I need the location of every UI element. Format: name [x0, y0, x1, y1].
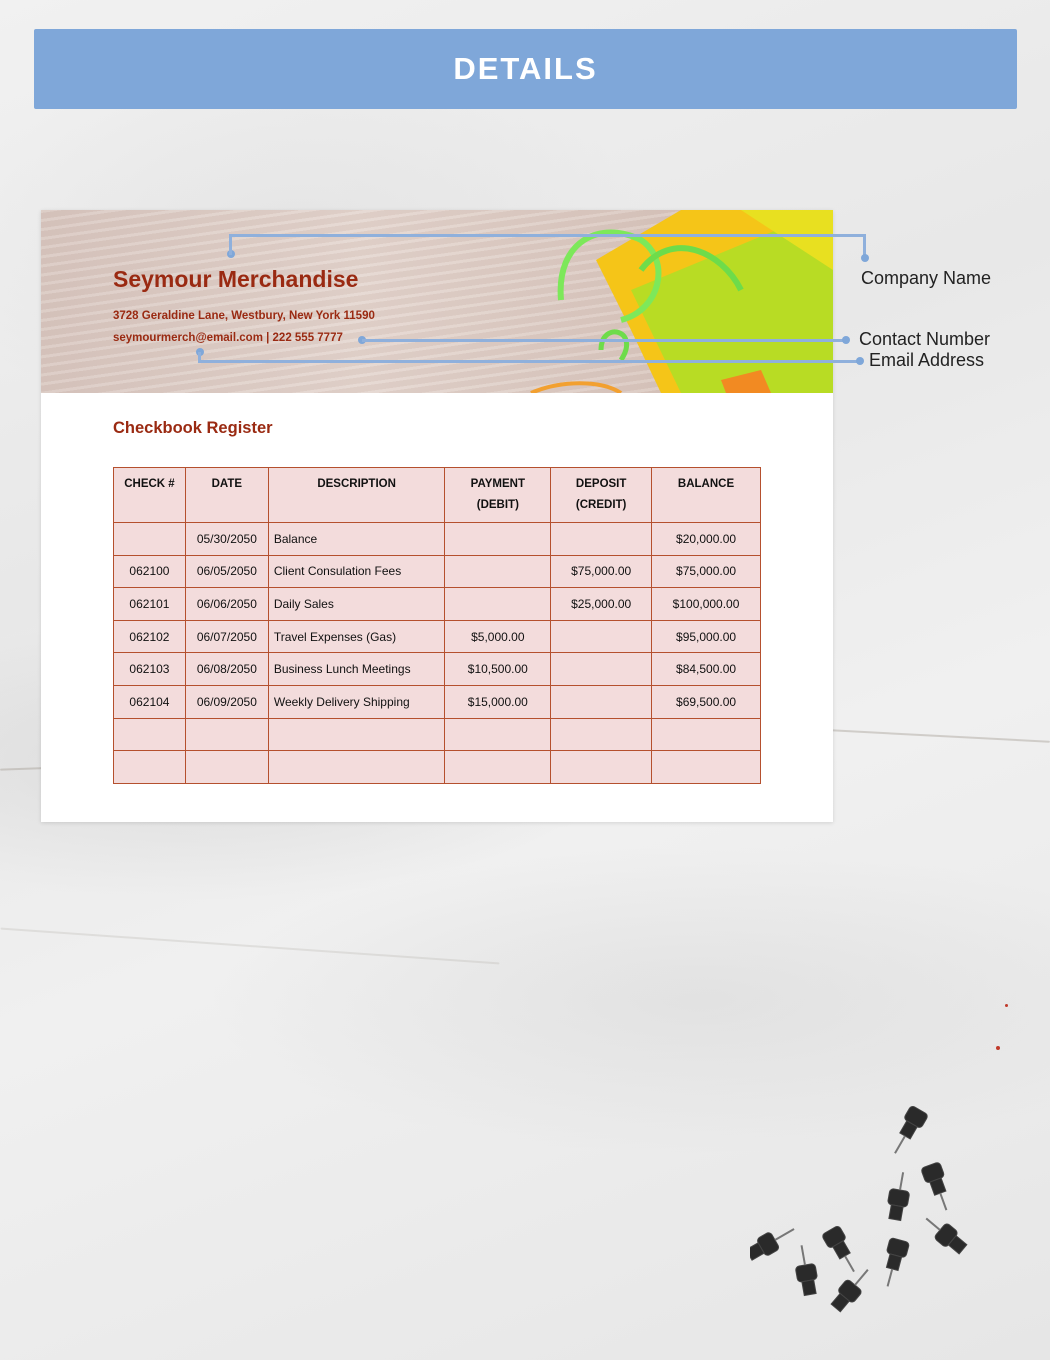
column-header-line: DEPOSIT: [575, 478, 627, 490]
table-row: [114, 718, 761, 751]
table-cell: [551, 685, 652, 718]
callout-line: [362, 339, 846, 342]
table-cell: 062103: [114, 653, 186, 686]
column-header: [114, 468, 186, 523]
details-banner: [34, 29, 1017, 109]
table-cell: 06/05/2050: [185, 555, 268, 588]
table-cell: 062102: [114, 620, 186, 653]
column-header-line: DATE: [211, 478, 243, 490]
table-cell: $69,500.00: [652, 685, 761, 718]
callout-line: [229, 234, 866, 237]
callout-line: [229, 235, 232, 255]
table-cell: $10,500.00: [445, 653, 551, 686]
column-header-line: CHECK #: [124, 478, 175, 490]
table-cell: [185, 751, 268, 784]
callout-dot: [856, 357, 864, 365]
callout-email-address: Email Address: [869, 350, 985, 370]
register-title: Checkbook Register: [113, 419, 273, 437]
push-pins-decoration: [750, 1090, 1010, 1350]
table-cell: Client Consulation Fees: [268, 555, 445, 588]
table-cell: 062100: [114, 555, 186, 588]
table-cell: [445, 523, 551, 556]
table-cell: $20,000.00: [652, 523, 761, 556]
callout-dot: [842, 336, 850, 344]
red-speck: [996, 1046, 1000, 1050]
table-row: [114, 653, 761, 686]
table-cell: Travel Expenses (Gas): [268, 620, 445, 653]
table-cell: $15,000.00: [445, 685, 551, 718]
table-row: [114, 523, 761, 556]
callout-contact-number: Contact Number: [859, 329, 991, 349]
table-cell: [652, 718, 761, 751]
table-row: [114, 588, 761, 621]
table-cell: [185, 718, 268, 751]
table-cell: [114, 523, 186, 556]
table-cell: $75,000.00: [551, 555, 652, 588]
column-header: [652, 468, 761, 523]
checkbook-register-table: [113, 467, 761, 784]
column-header: [551, 468, 652, 523]
table-cell: $75,000.00: [652, 555, 761, 588]
company-name: Seymour Merchandise: [113, 266, 359, 292]
column-header-line: (DEBIT): [476, 499, 519, 511]
marble-vein: [1, 928, 500, 965]
table-cell: $84,500.00: [652, 653, 761, 686]
table-cell: [551, 718, 652, 751]
table-cell: Weekly Delivery Shipping: [268, 685, 445, 718]
table-cell: $100,000.00: [652, 588, 761, 621]
column-header-line: PAYMENT: [470, 478, 525, 490]
red-speck: [1005, 1004, 1008, 1007]
column-header: [268, 468, 445, 523]
table-cell: [551, 620, 652, 653]
table-cell: $5,000.00: [445, 620, 551, 653]
column-header-line: DESCRIPTION: [317, 478, 396, 490]
table-cell: 06/09/2050: [185, 685, 268, 718]
column-header: [445, 468, 551, 523]
table-cell: Business Lunch Meetings: [268, 653, 445, 686]
table-cell: [551, 751, 652, 784]
table-header-row: [114, 468, 761, 523]
company-address: 3728 Geraldine Lane, Westbury, New York 11590: [113, 310, 375, 322]
table-cell: [445, 718, 551, 751]
table-cell: [445, 588, 551, 621]
document-header: [41, 210, 833, 393]
table-row: [114, 685, 761, 718]
table-row: [114, 751, 761, 784]
table-cell: 062104: [114, 685, 186, 718]
table-cell: [652, 751, 761, 784]
table-row: [114, 555, 761, 588]
table-cell: $95,000.00: [652, 620, 761, 653]
marble-vein: [830, 729, 1050, 743]
callout-line: [198, 360, 860, 363]
table-cell: 062101: [114, 588, 186, 621]
checkbook-document: [41, 210, 833, 822]
table-cell: 06/08/2050: [185, 653, 268, 686]
table-cell: [445, 751, 551, 784]
table-cell: [114, 718, 186, 751]
table-cell: [551, 653, 652, 686]
table-cell: Daily Sales: [268, 588, 445, 621]
table-cell: [268, 751, 445, 784]
column-header-line: (CREDIT): [575, 499, 627, 511]
table-cell: [268, 718, 445, 751]
banner-title: DETAILS: [453, 51, 598, 86]
table-cell: 05/30/2050: [185, 523, 268, 556]
table-cell: [445, 555, 551, 588]
table-cell: Balance: [268, 523, 445, 556]
shopping-bags-illustration: [41, 210, 833, 393]
callout-company-name: Company Name: [861, 268, 992, 288]
table-row: [114, 620, 761, 653]
table-cell: [114, 751, 186, 784]
table-cell: [551, 523, 652, 556]
table-cell: 06/06/2050: [185, 588, 268, 621]
company-contact: seymourmerch@email.com | 222 555 7777: [113, 332, 343, 344]
column-header-line: BALANCE: [677, 478, 735, 490]
callout-dot: [861, 254, 869, 262]
table-cell: $25,000.00: [551, 588, 652, 621]
column-header: [185, 468, 268, 523]
table-cell: 06/07/2050: [185, 620, 268, 653]
